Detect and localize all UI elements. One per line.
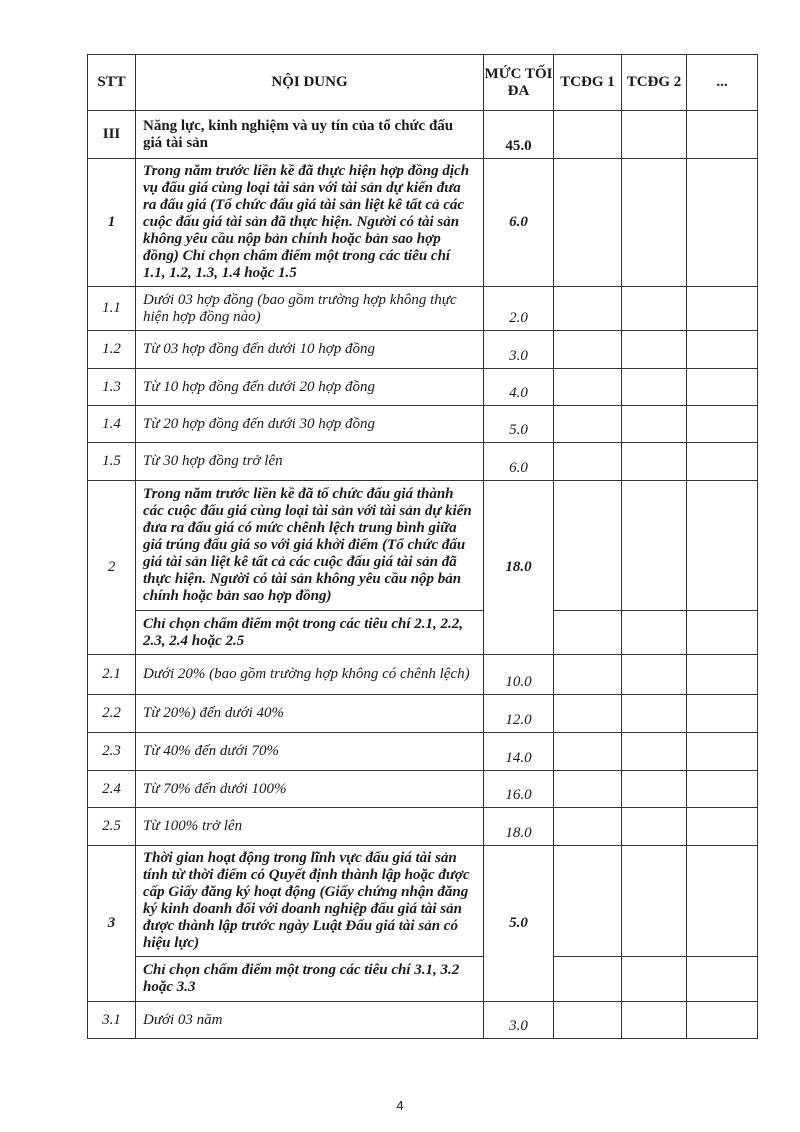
tcdg1-cell — [554, 481, 622, 611]
more-cell — [687, 655, 758, 695]
more-cell — [687, 159, 758, 287]
table-header-row — [88, 55, 758, 111]
table-row — [88, 369, 758, 406]
tcdg1-cell — [554, 611, 622, 655]
row-stt: 2.4 — [88, 771, 136, 808]
tcdg2-cell — [622, 481, 687, 611]
row-score: 5.0 — [484, 406, 554, 443]
row-content: Từ 20%) đến dưới 40% — [136, 695, 484, 733]
row-score: 3.0 — [484, 331, 554, 369]
row-content: Từ 100% trở lên — [136, 808, 484, 846]
table-row — [88, 331, 758, 369]
row-score: 2.0 — [484, 287, 554, 331]
row-score: 16.0 — [484, 771, 554, 808]
tcdg1-cell — [554, 331, 622, 369]
table-row — [88, 846, 758, 957]
table-row — [88, 733, 758, 771]
table-row — [88, 771, 758, 808]
row-note: Chỉ chọn chấm điểm một trong các tiêu chí 3.1, 3.2 hoặc 3.3 — [136, 957, 484, 1002]
tcdg1-cell — [554, 808, 622, 846]
more-cell — [687, 771, 758, 808]
tcdg2-cell — [622, 1002, 687, 1039]
row-content: Dưới 20% (bao gồm trường hợp không có chênh lệch) — [136, 655, 484, 695]
table-row — [88, 957, 758, 1002]
tcdg2-cell — [622, 159, 687, 287]
row-stt: 1 — [88, 159, 136, 287]
row-stt: 2.1 — [88, 655, 136, 695]
tcdg1-cell — [554, 406, 622, 443]
header-tcdg-1: TCĐG 1 — [554, 55, 622, 111]
row-score: 12.0 — [484, 695, 554, 733]
header-max-score: MỨC TỐI ĐA — [484, 55, 554, 111]
tcdg2-cell — [622, 443, 687, 481]
row-note: Chỉ chọn chấm điểm một trong các tiêu chí 2.1, 2.2, 2.3, 2.4 hoặc 2.5 — [136, 611, 484, 655]
table-row — [88, 695, 758, 733]
tcdg1-cell — [554, 846, 622, 957]
row-content: Thời gian hoạt động trong lĩnh vực đấu giá tài sản tính từ thời điểm có Quyết định thành lập hoặc được cấp Giấy đăng ký hoạt động (Giấy chứng nhận đăng ký kinh doanh đối với doanh nghiệp đấu giá tài sản được thành lập trước ngày Luật Đấu giá tài sản có hiệu lực) — [136, 846, 484, 957]
row-score: 6.0 — [484, 443, 554, 481]
header-stt: STT — [88, 55, 136, 111]
more-cell — [687, 611, 758, 655]
more-cell — [687, 369, 758, 406]
row-content: Năng lực, kinh nghiệm và uy tín của tổ chức đấu giá tài sản — [136, 111, 484, 159]
more-cell — [687, 733, 758, 771]
header-more: ... — [687, 55, 758, 111]
row-stt: 1.1 — [88, 287, 136, 331]
tcdg2-cell — [622, 771, 687, 808]
criteria-table — [87, 54, 758, 1039]
tcdg2-cell — [622, 957, 687, 1002]
row-content: Từ 70% đến dưới 100% — [136, 771, 484, 808]
more-cell — [687, 287, 758, 331]
tcdg1-cell — [554, 695, 622, 733]
row-content: Từ 03 hợp đồng đến dưới 10 hợp đồng — [136, 331, 484, 369]
tcdg1-cell — [554, 655, 622, 695]
tcdg1-cell — [554, 159, 622, 287]
row-content: Trong năm trước liền kề đã thực hiện hợp đồng dịch vụ đấu giá cùng loại tài sản với tài sản dự kiến đưa ra đấu giá (Tổ chức đấu giá tài sản liệt kê tất cả các cuộc đấu giá tài sản đã thực hiện. Người có tài sản không yêu cầu nộp bản chính hoặc bản sao hợp đồng) Chỉ chọn chấm điểm một trong các tiêu chí 1.1, 1.2, 1.3, 1.4 hoặc 1.5 — [136, 159, 484, 287]
table-row — [88, 159, 758, 287]
table-row — [88, 287, 758, 331]
row-content: Dưới 03 hợp đồng (bao gồm trường hợp không thực hiện hợp đồng nào) — [136, 287, 484, 331]
tcdg1-cell — [554, 443, 622, 481]
more-cell — [687, 331, 758, 369]
row-score: 10.0 — [484, 655, 554, 695]
table-row — [88, 1002, 758, 1039]
more-cell — [687, 1002, 758, 1039]
row-content: Dưới 03 năm — [136, 1002, 484, 1039]
more-cell — [687, 957, 758, 1002]
table-row — [88, 443, 758, 481]
tcdg1-cell — [554, 733, 622, 771]
row-score: 4.0 — [484, 369, 554, 406]
tcdg2-cell — [622, 846, 687, 957]
tcdg2-cell — [622, 808, 687, 846]
tcdg1-cell — [554, 771, 622, 808]
table-row — [88, 808, 758, 846]
row-stt: 2.3 — [88, 733, 136, 771]
more-cell — [687, 443, 758, 481]
row-content: Từ 30 hợp đồng trở lên — [136, 443, 484, 481]
tcdg2-cell — [622, 611, 687, 655]
row-content: Từ 20 hợp đồng đến dưới 30 hợp đồng — [136, 406, 484, 443]
row-stt: 1.4 — [88, 406, 136, 443]
page-number: 4 — [396, 1098, 404, 1113]
row-score: 45.0 — [484, 111, 554, 159]
row-stt: 1.2 — [88, 331, 136, 369]
more-cell — [687, 406, 758, 443]
row-content: Từ 10 hợp đồng đến dưới 20 hợp đồng — [136, 369, 484, 406]
row-stt: III — [88, 111, 136, 159]
row-score: 3.0 — [484, 1002, 554, 1039]
row-score: 5.0 — [484, 846, 554, 1002]
tcdg2-cell — [622, 287, 687, 331]
row-score: 18.0 — [484, 808, 554, 846]
tcdg2-cell — [622, 111, 687, 159]
table-row — [88, 655, 758, 695]
row-stt: 1.3 — [88, 369, 136, 406]
row-stt: 2.2 — [88, 695, 136, 733]
tcdg2-cell — [622, 733, 687, 771]
more-cell — [687, 846, 758, 957]
row-score: 6.0 — [484, 159, 554, 287]
table-row — [88, 611, 758, 655]
tcdg2-cell — [622, 369, 687, 406]
row-score: 14.0 — [484, 733, 554, 771]
row-score: 18.0 — [484, 481, 554, 655]
tcdg2-cell — [622, 331, 687, 369]
tcdg2-cell — [622, 655, 687, 695]
header-content: NỘI DUNG — [136, 55, 484, 111]
table-row — [88, 111, 758, 159]
row-stt: 2 — [88, 481, 136, 655]
table-row — [88, 481, 758, 611]
row-stt: 2.5 — [88, 808, 136, 846]
tcdg2-cell — [622, 695, 687, 733]
tcdg1-cell — [554, 1002, 622, 1039]
tcdg1-cell — [554, 111, 622, 159]
tcdg1-cell — [554, 369, 622, 406]
row-stt: 3.1 — [88, 1002, 136, 1039]
row-content: Từ 40% đến dưới 70% — [136, 733, 484, 771]
more-cell — [687, 695, 758, 733]
table-row — [88, 406, 758, 443]
tcdg1-cell — [554, 957, 622, 1002]
tcdg2-cell — [622, 406, 687, 443]
row-stt: 1.5 — [88, 443, 136, 481]
more-cell — [687, 481, 758, 611]
row-content: Trong năm trước liền kề đã tổ chức đấu giá thành các cuộc đấu giá cùng loại tài sản với tài sản dự kiến đưa ra đấu giá có mức chênh lệch trung bình giữa giá trúng đấu giá so với giá khởi điểm (Tổ chức đấu giá tài sản liệt kê tất cả các cuộc đấu giá tài sản đã thực hiện. Người có tài sản không yêu cầu nộp bản chính hoặc bản sao hợp đồng) — [136, 481, 484, 611]
more-cell — [687, 111, 758, 159]
tcdg1-cell — [554, 287, 622, 331]
more-cell — [687, 808, 758, 846]
header-tcdg-2: TCĐG 2 — [622, 55, 687, 111]
row-stt: 3 — [88, 846, 136, 1002]
